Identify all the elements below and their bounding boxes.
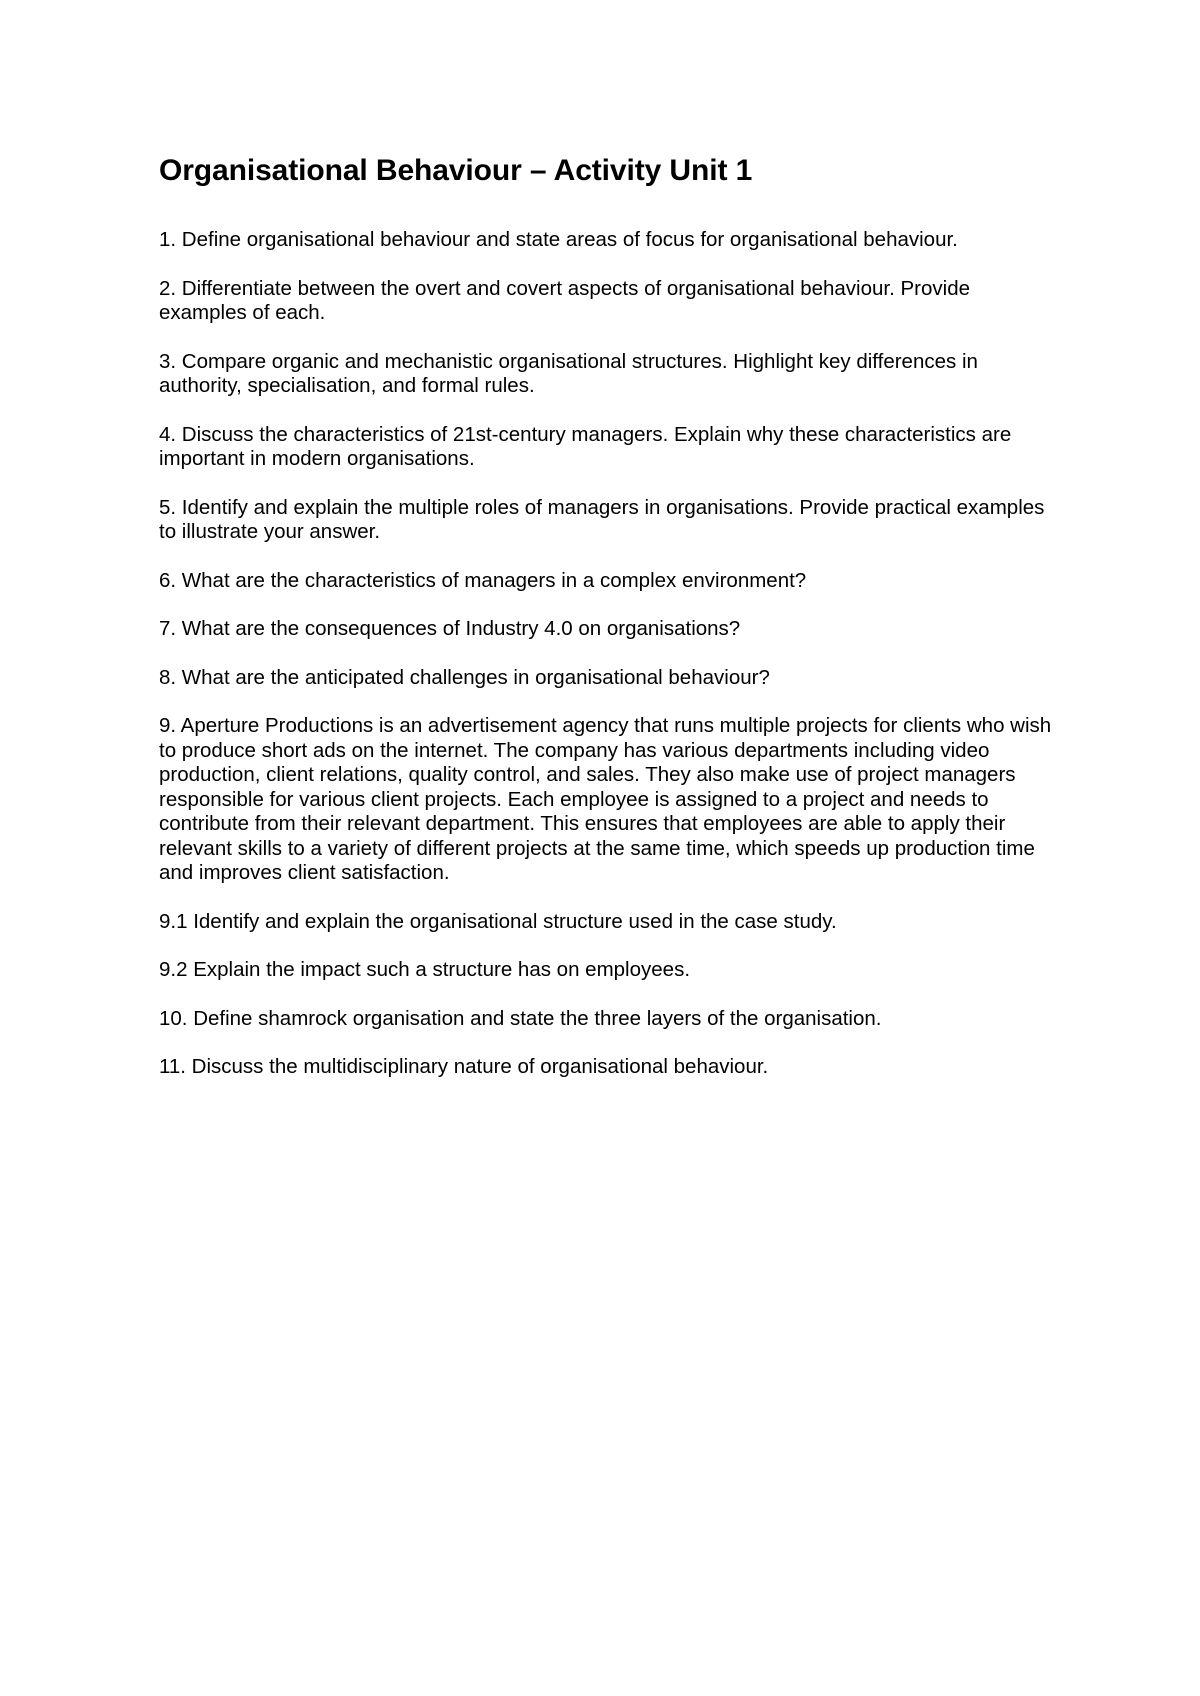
question-9-2: 9.2 Explain the impact such a structure has on employees. [159, 958, 691, 981]
question-1: 1. Define organisational behaviour and state areas of focus for organisational behaviour. [159, 228, 958, 251]
question-list [159, 228, 1059, 1080]
document-title: Organisational Behaviour – Activity Unit 1 [159, 154, 753, 187]
question-9-1: 9.1 Identify and explain the organisational structure used in the case study. [159, 909, 837, 933]
question-2: 2. Differentiate between the overt and covert aspects of organisational behaviour. Provide examples of each. [159, 276, 971, 324]
question-10: 10. Define shamrock organisation and state the three layers of the organisation. [159, 1006, 882, 1030]
question-3: 3. Compare organic and mechanistic organisational structures. Highlight key differences in authority, specialisation, and formal rules. [159, 349, 978, 397]
question-4: 4. Discuss the characteristics of 21st-century managers. Explain why these characteristics are important in modern organisations. [159, 422, 1012, 470]
question-6: 6. What are the characteristics of managers in a complex environment? [159, 568, 807, 592]
question-8: 8. What are the anticipated challenges in organisational behaviour? [159, 665, 770, 689]
question-11: 11. Discuss the multidisciplinary nature of organisational behaviour. [159, 1055, 769, 1078]
question-5: 5. Identify and explain the multiple roles of managers in organisations. Provide practical examples to illustrate your answer. [159, 495, 1045, 543]
question-9-case-study: 9. Aperture Productions is an advertisement agency that runs multiple projects for clients who wish to produce short ads on the internet. The company has various departments including video production, client relations, quality control, and sales. They also make use of project managers responsible for various client projects. Each employee is assigned to a project and needs to contribute from their relevant department. This ensures that employees are able to apply their relevant skills to a variety of different projects at the same time, which speeds up production time and improves client satisfaction. [159, 714, 1052, 884]
document-page [159, 152, 1059, 1104]
question-7: 7. What are the consequences of Industry 4.0 on organisations? [159, 617, 741, 640]
